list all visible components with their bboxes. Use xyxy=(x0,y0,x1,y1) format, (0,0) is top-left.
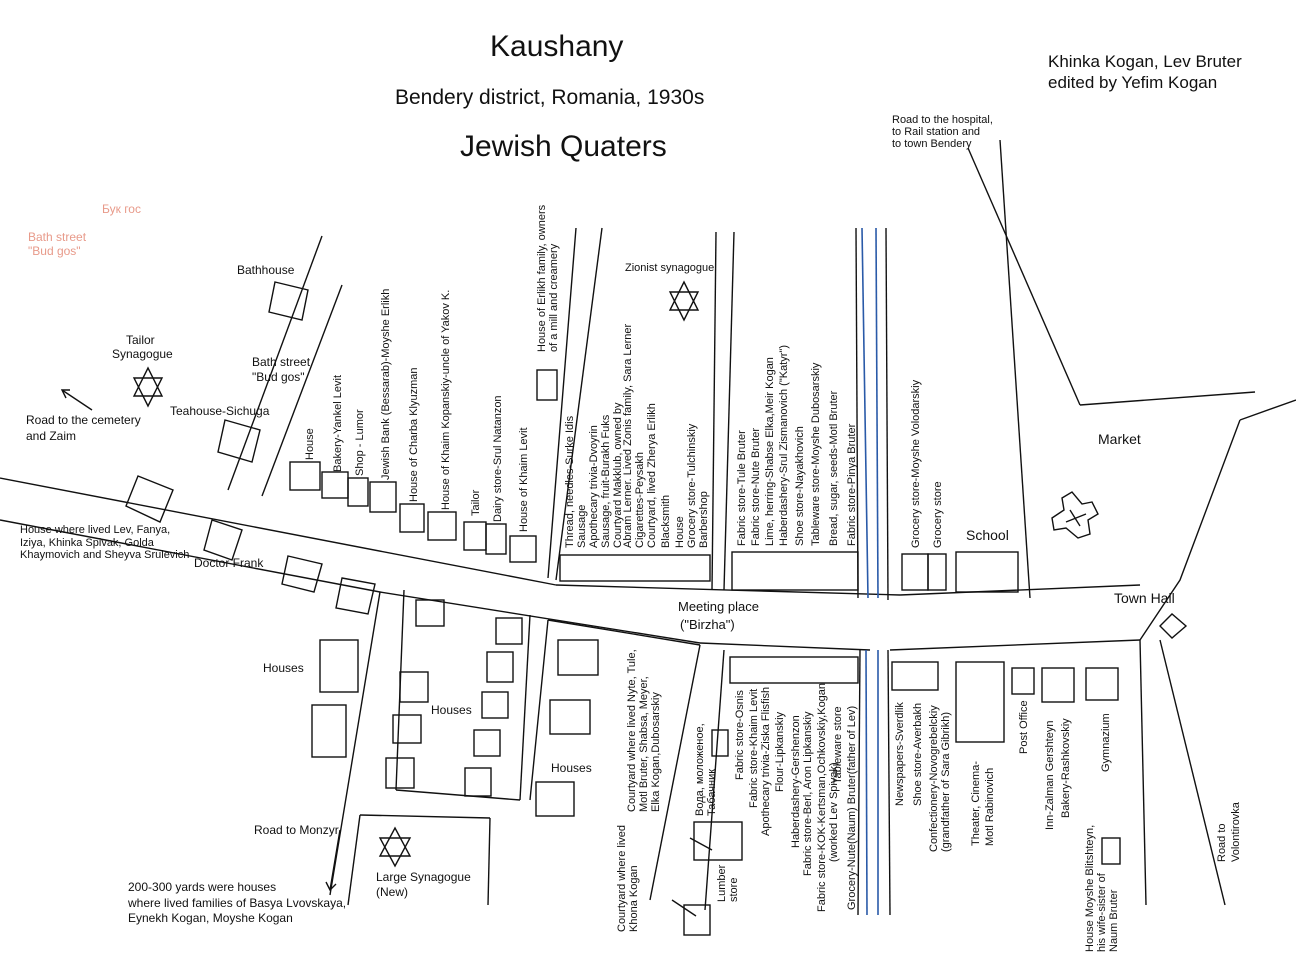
road-volontirovka-label: Road to xyxy=(1216,823,1228,862)
shop-box xyxy=(928,554,946,590)
star-of-david-icon xyxy=(670,282,698,310)
doctor-frank-label: Doctor Frank xyxy=(194,556,264,570)
star-of-david-icon xyxy=(380,828,410,856)
south-shop-label: Tableware store xyxy=(832,706,844,784)
north-shop-label: Tailor xyxy=(470,489,482,516)
building xyxy=(416,600,444,626)
road-edge xyxy=(1140,640,1146,905)
shop-box xyxy=(290,462,320,490)
shop-box xyxy=(537,370,557,400)
road-edge xyxy=(1240,400,1296,420)
block-edge xyxy=(530,620,548,800)
faded-text: Bath street xyxy=(28,230,87,244)
building xyxy=(487,652,513,682)
house-moyshe-label: House Moyshe Blitshteyn, xyxy=(1084,824,1096,952)
inn-label: Bakery-Rashkovskiy xyxy=(1060,718,1072,818)
teahouse-building xyxy=(218,420,260,462)
church-icon xyxy=(1052,492,1098,538)
arrow xyxy=(330,830,340,890)
town-hall-label: Town Hall xyxy=(1114,590,1175,606)
road-cemetery-label: Road to the cemetery xyxy=(26,413,141,427)
water-shop-label: Табачник xyxy=(706,768,718,816)
shop-box xyxy=(464,522,486,550)
courtyard-nyte-label: Courtyard where lived Nyte, Tule, xyxy=(626,649,638,812)
author-line: Khinka Kogan, Lev Bruter xyxy=(1048,52,1242,71)
road-hospital-label: Road to the hospital, xyxy=(892,114,993,126)
school-building xyxy=(956,552,1018,592)
stream xyxy=(866,650,867,915)
south-east-label: Shoe store-Averbakh xyxy=(912,702,924,806)
grocery-label: Grocery store-Moyshe Volodarskiy xyxy=(910,379,922,548)
north-shop-label: House of Khaim Levit xyxy=(518,427,530,532)
shop-box xyxy=(370,482,396,512)
market-label: Market xyxy=(1098,431,1141,447)
south-shop-label: Apothecary trivia-Ziska Flisfish xyxy=(760,686,772,836)
arrow xyxy=(62,390,92,410)
post-office-building xyxy=(1012,668,1034,694)
stream xyxy=(862,228,868,598)
north-shop-label: House of Charba Klyuzman xyxy=(408,367,420,502)
building xyxy=(320,640,358,692)
large-synagogue-label: (New) xyxy=(376,885,408,899)
zionist-synagogue-label: Zionist synagogue xyxy=(625,262,715,274)
south-east-label: Newspapers-Sverdlik xyxy=(894,702,906,806)
block-edge xyxy=(488,818,490,905)
tailor-synagogue-label: Synagogue xyxy=(112,347,173,361)
large-synagogue-label: Large Synagogue xyxy=(376,870,471,884)
courtyard-nyte-label: Motl Bruter, Shabsa, Meyer, xyxy=(638,676,650,812)
center-shop-label: House xyxy=(674,516,686,548)
road-edge xyxy=(968,148,1080,405)
bathhouse-label: Bathhouse xyxy=(237,263,295,277)
north-shop-label: Shop - Lumor xyxy=(354,409,366,476)
block-edge xyxy=(360,815,490,818)
center-shop-label: Apothecary trivia-Dvoyrin xyxy=(588,425,600,548)
courtyard-khona-label: Courtyard where lived xyxy=(616,825,628,932)
building xyxy=(550,700,590,734)
author-line: edited by Yefim Kogan xyxy=(1048,73,1218,92)
center-shop-label: Grocery store-Tulchinskiy xyxy=(686,423,698,548)
center-shop-label: Sausage, fruit-Burakh Fuks xyxy=(600,414,612,548)
center-shop-label: Barbershop xyxy=(698,491,710,548)
courtyard-box xyxy=(694,822,742,860)
yards-note: where lived families of Basya Lvovskaya, xyxy=(128,896,347,910)
house-moyshe-label: Naum Bruter xyxy=(1108,889,1120,952)
block-edge xyxy=(548,620,700,645)
building xyxy=(204,520,242,560)
north-shop-label: House of Khaim Kopanskiy-uncle of Yakov K. xyxy=(440,289,452,510)
shop-row xyxy=(732,552,858,590)
building xyxy=(393,715,421,743)
lane-edge xyxy=(724,232,734,590)
house-lev-label: Iziya, Khinka Spivak, Golda xyxy=(20,537,154,549)
center-shop-label: Blacksmith xyxy=(660,494,672,548)
south-shop-label: Haberdashery-Gershenzon xyxy=(790,715,802,848)
shop-box xyxy=(348,478,368,506)
lumber-box xyxy=(684,905,710,935)
star-of-david-icon xyxy=(380,838,410,866)
road-monzyr-label: Road to Monzyr xyxy=(254,823,339,837)
star-of-david-icon xyxy=(134,368,162,396)
lumber-store-label: store xyxy=(728,877,740,902)
south-shop-label: Flour-Lipkanskiy xyxy=(774,711,786,792)
road-edge xyxy=(700,643,870,650)
map-title: Kaushany xyxy=(490,30,624,63)
erlikh-house-label: House of Erlikh family, owners xyxy=(536,204,548,352)
shop-box xyxy=(510,536,536,562)
faded-text: "Bud gos" xyxy=(28,244,81,258)
shop-box xyxy=(400,504,424,532)
theater-label: Theater, Cinema- xyxy=(970,761,982,846)
east-shop-label: Haberdashery-Srul Zismanovich ("Katyr") xyxy=(778,345,790,546)
lane-edge xyxy=(712,232,716,590)
east-shop-label: Bread, sugar, seeds-Motl Bruter xyxy=(828,390,840,546)
map-subtitle: Bendery district, Romania, 1930s xyxy=(395,86,705,109)
east-shop-label: Fabric store-Tule Bruter xyxy=(736,430,748,546)
building xyxy=(465,768,491,796)
post-office-label: Post Office xyxy=(1018,700,1030,754)
theater-label: Motl Rabinovich xyxy=(984,767,996,846)
building xyxy=(496,618,522,644)
road-edge xyxy=(890,640,1140,650)
town-hall-building xyxy=(1160,614,1186,638)
tailor-synagogue-label: Tailor xyxy=(126,333,155,347)
erlikh-house-label: of a mill and creamery xyxy=(548,243,560,352)
road-hospital-label: to Rail station and xyxy=(892,126,981,138)
road-edge xyxy=(1080,392,1255,405)
road-edge xyxy=(1140,420,1240,640)
building xyxy=(558,640,598,675)
houses-label: Houses xyxy=(263,661,304,675)
inn-building xyxy=(1042,668,1074,702)
center-shop-label: Sausage xyxy=(576,504,588,548)
houses-label: Houses xyxy=(551,761,592,775)
map-heading: Jewish Quaters xyxy=(460,130,667,163)
east-shop-label: Lime, herring-Shabse Elka,Meir Kogan xyxy=(764,357,776,546)
building xyxy=(312,705,346,757)
shop-box xyxy=(902,554,928,590)
arrow xyxy=(690,838,712,850)
star-of-david-icon xyxy=(134,378,162,406)
south-shop-label: Fabric store-Osnis xyxy=(734,690,746,780)
shop-row xyxy=(560,555,710,581)
lumber-store-label: Lumber xyxy=(716,864,728,902)
house-moyshe-label: his wife-sister of xyxy=(1096,873,1108,952)
center-shop-label: Courtyard, lived Zherya Erlikh xyxy=(646,403,658,548)
house-lev-label: House where lived Lev, Fanya, xyxy=(20,524,171,536)
east-shop-label: Fabric store-Nute Bruter xyxy=(750,428,762,546)
north-shop-label: Jewish Bank (Bessarab)-Moyshe Erlikh xyxy=(380,288,392,480)
shop-row xyxy=(730,657,858,683)
building xyxy=(536,782,574,816)
road-volontirovka-label: Volontirovka xyxy=(1230,802,1242,862)
road-cemetery-label: and Zaim xyxy=(26,429,77,443)
center-shop-label: Cigarettes-Peysakh xyxy=(634,452,646,548)
courtyard-khona-label: Khona Kogan xyxy=(628,865,640,932)
building xyxy=(336,578,375,614)
star-of-david-icon xyxy=(670,292,698,320)
east-shop-label: Shoe store-Nayakhovich xyxy=(794,426,806,546)
south-shop-label: Grocery-Nute(Naum) Bruter(father of Lev) xyxy=(846,705,858,910)
building xyxy=(126,476,173,522)
road-edge xyxy=(1160,640,1225,905)
gymnazium-building xyxy=(1086,668,1118,700)
houses-label: Houses xyxy=(431,703,472,717)
building xyxy=(386,758,414,788)
block-edge xyxy=(348,815,360,905)
meeting-place-label: Meeting place xyxy=(678,599,759,614)
bath-street-label: "Bud gos" xyxy=(252,370,305,384)
water-shop-label: Вода, моложеное, xyxy=(694,723,706,816)
teahouse-label: Teahouse-Sichuga xyxy=(170,404,270,418)
road-hospital-label: to town Bendery xyxy=(892,138,972,150)
stream-bank xyxy=(888,650,890,915)
house-box xyxy=(1102,838,1120,864)
south-shop-label: Fabric store-Khaim Levit xyxy=(748,688,760,808)
inn-label: Inn-Zalman Gershteyn xyxy=(1044,720,1056,830)
shop-box xyxy=(322,472,348,498)
block-edge xyxy=(396,790,520,800)
south-shop-label: (worked Lev Spivak) xyxy=(828,762,840,862)
grocery-label: Grocery store xyxy=(932,481,944,548)
east-shop-label: Fabric store-Pinya Bruter xyxy=(846,423,858,546)
meeting-place-label: ("Birzha") xyxy=(680,617,735,632)
building xyxy=(482,692,508,718)
school-label: School xyxy=(966,527,1009,543)
gymnazium-label: Gymnazium xyxy=(1100,713,1112,772)
south-shop-label: Fabric store-KOK-Kertsman,Ochkovskiy,Kogan xyxy=(816,682,828,912)
center-shop-label: Abram Lerner. Lived Zonis family, Sara Lerner xyxy=(622,323,634,548)
building xyxy=(474,730,500,756)
yards-note: Eynekh Kogan, Moyshe Kogan xyxy=(128,911,293,925)
south-east-label: (grandfather of Sara Gibrikh) xyxy=(940,711,952,852)
stream xyxy=(876,228,878,598)
courtyard-nyte-label: Elka Kogan,Dubosarskiy xyxy=(650,692,662,812)
bath-street-label: Bath street xyxy=(252,355,311,369)
house-lev-label: Khaymovich and Sheyva Srulevich xyxy=(20,549,190,561)
east-shop-label: Tableware store-Moyshe Dubosarskiy xyxy=(810,362,822,546)
shop-box xyxy=(892,662,938,690)
south-shop-label: Fabric store-Berl, Aron Lipkanskiy xyxy=(802,711,814,876)
shop-box xyxy=(486,524,506,554)
stream-bank xyxy=(886,228,888,600)
north-shop-label: Dairy store-Srul Natanzon xyxy=(492,395,504,522)
south-east-label: Confectionery-Novogrebelckiy xyxy=(928,705,940,852)
theater-building xyxy=(956,662,1004,742)
water-shop-box xyxy=(712,730,728,756)
shop-box xyxy=(428,512,456,540)
center-shop-label: Courtyard Makklub, owned by xyxy=(612,402,624,548)
building xyxy=(400,672,428,702)
faded-text: Бук гос xyxy=(102,202,141,216)
yards-note: 200-300 yards were houses xyxy=(128,880,277,894)
north-shop-label: House xyxy=(304,428,316,460)
north-shop-label: Bakery-Yankel Levit xyxy=(332,374,344,472)
center-shop-label: Thread, needles-Surke Idis xyxy=(564,415,576,548)
